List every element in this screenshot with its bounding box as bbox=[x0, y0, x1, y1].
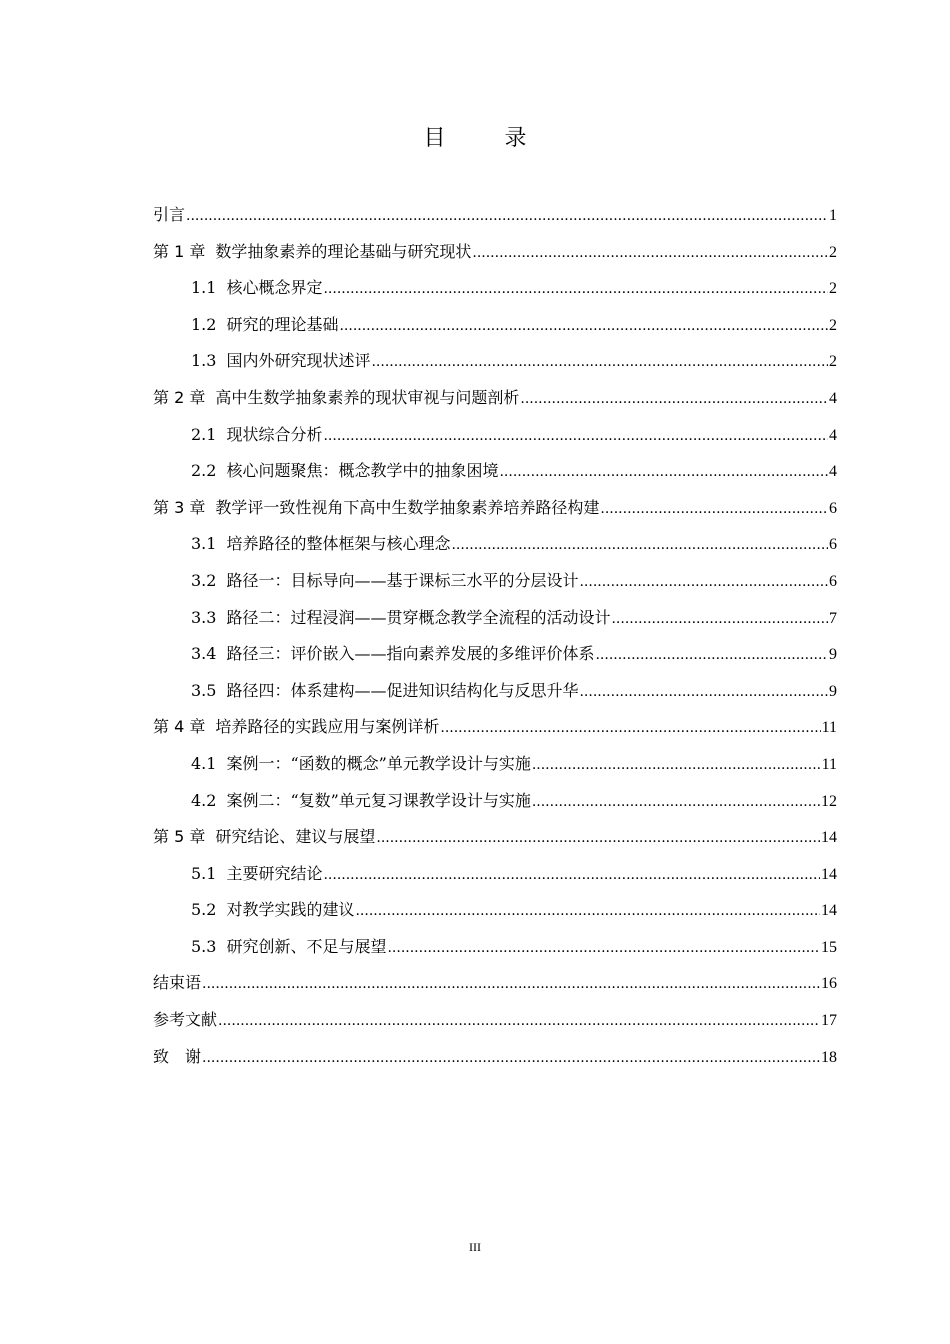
toc-entry-title: 主要研究结论 bbox=[226, 863, 323, 883]
toc-section-entry[interactable] bbox=[153, 563, 837, 600]
toc-entry-number: 第 1 章 bbox=[153, 241, 206, 261]
toc-section-entry[interactable] bbox=[153, 343, 837, 380]
toc-entry-title: 研究的理论基础 bbox=[226, 314, 339, 334]
toc-entry-title: 教学评一致性视角下高中生数学抽象素养培养路径构建 bbox=[215, 497, 600, 517]
toc-dot-leader bbox=[600, 490, 828, 528]
toc-entry-title: 研究结论、建议与展望 bbox=[215, 827, 376, 847]
toc-entry-page: 12 bbox=[821, 792, 837, 810]
toc-entry-number: 5.2 bbox=[191, 900, 217, 920]
toc-entry-title: 国内外研究现状述评 bbox=[226, 351, 371, 371]
toc-entry-number: 3.1 bbox=[191, 534, 217, 554]
toc-section-entry[interactable] bbox=[153, 600, 837, 637]
toc-chapter-entry[interactable] bbox=[153, 1039, 837, 1076]
toc-dot-leader bbox=[323, 417, 828, 455]
toc-section-entry[interactable] bbox=[153, 673, 837, 710]
toc-entry-number: 1.3 bbox=[191, 351, 217, 371]
toc-entry-number: 3.4 bbox=[191, 644, 217, 664]
toc-dot-leader bbox=[451, 526, 828, 564]
toc-entry-page: 9 bbox=[829, 646, 837, 664]
toc-dot-leader bbox=[376, 819, 820, 857]
toc-chapter-entry[interactable] bbox=[153, 380, 837, 417]
toc-entry-number: 第 5 章 bbox=[153, 827, 206, 847]
toc-entry-number: 2.1 bbox=[191, 424, 217, 444]
toc-entry-page: 18 bbox=[821, 1048, 837, 1066]
toc-entry-title: 高中生数学抽象素养的现状审视与问题剖析 bbox=[215, 387, 520, 407]
toc-section-entry[interactable] bbox=[153, 270, 837, 307]
toc-dot-leader bbox=[323, 856, 820, 894]
toc-entry-title: 对教学实践的建议 bbox=[226, 900, 355, 920]
toc-dot-leader bbox=[520, 380, 828, 418]
toc-chapter-entry[interactable] bbox=[153, 1002, 837, 1039]
toc-section-entry[interactable] bbox=[153, 636, 837, 673]
toc-entry-number: 3.2 bbox=[191, 570, 217, 590]
toc-dot-leader bbox=[186, 197, 828, 235]
toc-dot-leader bbox=[202, 965, 820, 1003]
toc-dot-leader bbox=[440, 709, 820, 747]
toc-dot-leader bbox=[371, 343, 828, 381]
toc-entry-title: 研究创新、不足与展望 bbox=[226, 936, 387, 956]
toc-entry-page: 2 bbox=[829, 316, 837, 334]
toc-entry-page: 15 bbox=[821, 938, 837, 956]
toc-section-entry[interactable] bbox=[153, 929, 837, 966]
page-title: 目 录 bbox=[423, 126, 553, 151]
toc-entry-title: 结束语 bbox=[153, 973, 202, 993]
toc-entry-number: 1.1 bbox=[191, 278, 217, 298]
toc-entry-page: 6 bbox=[829, 536, 837, 554]
toc-entry-number: 第 4 章 bbox=[153, 717, 206, 737]
toc-entry-page: 7 bbox=[829, 609, 837, 627]
toc-entry-title: 案例二：“复数”单元复习课教学设计与实施 bbox=[226, 790, 531, 810]
toc-dot-leader bbox=[532, 746, 821, 784]
toc-entry-page: 11 bbox=[821, 755, 837, 773]
toc-entry-number: 3.5 bbox=[191, 680, 217, 700]
toc-dot-leader bbox=[499, 453, 828, 491]
toc-entry-page: 6 bbox=[829, 572, 837, 590]
toc-entry-page: 4 bbox=[829, 426, 837, 444]
toc-dot-leader bbox=[595, 636, 828, 674]
toc-chapter-entry[interactable] bbox=[153, 819, 837, 856]
toc-dot-leader bbox=[579, 563, 828, 601]
toc-entry-number: 4.1 bbox=[191, 753, 217, 773]
toc-entry-title: 致 谢 bbox=[153, 1046, 202, 1066]
toc-chapter-entry[interactable] bbox=[153, 234, 837, 271]
toc-chapter-entry[interactable] bbox=[153, 709, 837, 746]
toc-entry-number: 4.2 bbox=[191, 790, 217, 810]
toc-chapter-entry[interactable] bbox=[153, 197, 837, 234]
toc-entry-number: 1.2 bbox=[191, 314, 217, 334]
toc-entry-title: 核心问题聚焦：概念教学中的抽象困境 bbox=[226, 461, 499, 481]
page-number: III bbox=[469, 1240, 481, 1254]
toc-entry-page: 11 bbox=[821, 719, 837, 737]
toc-entry-title: 培养路径的实践应用与案例详析 bbox=[215, 717, 440, 737]
toc-entry-number: 第 3 章 bbox=[153, 497, 206, 517]
toc-entry-title: 参考文献 bbox=[153, 1010, 218, 1030]
toc-dot-leader bbox=[323, 270, 828, 308]
toc-entry-title: 路径三：评价嵌入——指向素养发展的多维评价体系 bbox=[226, 644, 595, 664]
toc-entry-page: 17 bbox=[821, 1012, 837, 1030]
toc-entry-page: 1 bbox=[829, 207, 837, 224]
toc-entry-page: 6 bbox=[829, 499, 837, 517]
toc-dot-leader bbox=[218, 1002, 820, 1040]
toc-dot-leader bbox=[339, 307, 828, 345]
toc-dot-leader bbox=[355, 892, 820, 930]
toc-entry-title: 案例一：“函数的概念”单元教学设计与实施 bbox=[226, 753, 531, 773]
toc-section-entry[interactable] bbox=[153, 453, 837, 490]
toc-chapter-entry[interactable] bbox=[153, 490, 837, 527]
toc-entry-page: 2 bbox=[829, 280, 837, 298]
toc-entry-page: 16 bbox=[821, 975, 837, 993]
toc-entry-page: 2 bbox=[829, 243, 837, 261]
toc-section-entry[interactable] bbox=[153, 892, 837, 929]
toc-section-entry[interactable] bbox=[153, 526, 837, 563]
toc-entry-number: 5.3 bbox=[191, 936, 217, 956]
toc-entry-number: 第 2 章 bbox=[153, 387, 206, 407]
toc-entry-number: 2.2 bbox=[191, 461, 217, 481]
toc-entry-page: 4 bbox=[829, 463, 837, 481]
toc-dot-leader bbox=[387, 929, 820, 967]
toc-entry-page: 14 bbox=[821, 829, 837, 847]
toc-entry-page: 9 bbox=[829, 682, 837, 700]
toc-entry-title: 引言 bbox=[153, 205, 186, 224]
toc-entry-title: 核心概念界定 bbox=[226, 278, 323, 298]
toc-entry-title: 培养路径的整体框架与核心理念 bbox=[226, 534, 451, 554]
table-of-contents bbox=[153, 197, 837, 1075]
toc-chapter-entry[interactable] bbox=[153, 965, 837, 1002]
toc-entry-title: 路径四：体系建构——促进知识结构化与反思升华 bbox=[226, 680, 579, 700]
toc-dot-leader bbox=[202, 1039, 820, 1077]
toc-section-entry[interactable] bbox=[153, 783, 837, 820]
toc-entry-page: 14 bbox=[821, 865, 837, 883]
toc-entry-title: 现状综合分析 bbox=[226, 424, 323, 444]
toc-entry-title: 路径二：过程浸润——贯穿概念教学全流程的活动设计 bbox=[226, 607, 611, 627]
toc-dot-leader bbox=[611, 600, 828, 638]
toc-entry-page: 4 bbox=[829, 389, 837, 407]
toc-section-entry[interactable] bbox=[153, 746, 837, 783]
toc-entry-title: 路径一：目标导向——基于课标三水平的分层设计 bbox=[226, 570, 579, 590]
toc-entry-page: 2 bbox=[829, 353, 837, 371]
toc-entry-number: 3.3 bbox=[191, 607, 217, 627]
toc-section-entry[interactable] bbox=[153, 307, 837, 344]
toc-dot-leader bbox=[532, 783, 820, 821]
toc-entry-page: 14 bbox=[821, 902, 837, 920]
toc-entry-number: 5.1 bbox=[191, 863, 217, 883]
toc-entry-title: 数学抽象素养的理论基础与研究现状 bbox=[215, 241, 472, 261]
toc-dot-leader bbox=[579, 673, 828, 711]
toc-section-entry[interactable] bbox=[153, 417, 837, 454]
toc-section-entry[interactable] bbox=[153, 856, 837, 893]
toc-dot-leader bbox=[472, 234, 828, 272]
